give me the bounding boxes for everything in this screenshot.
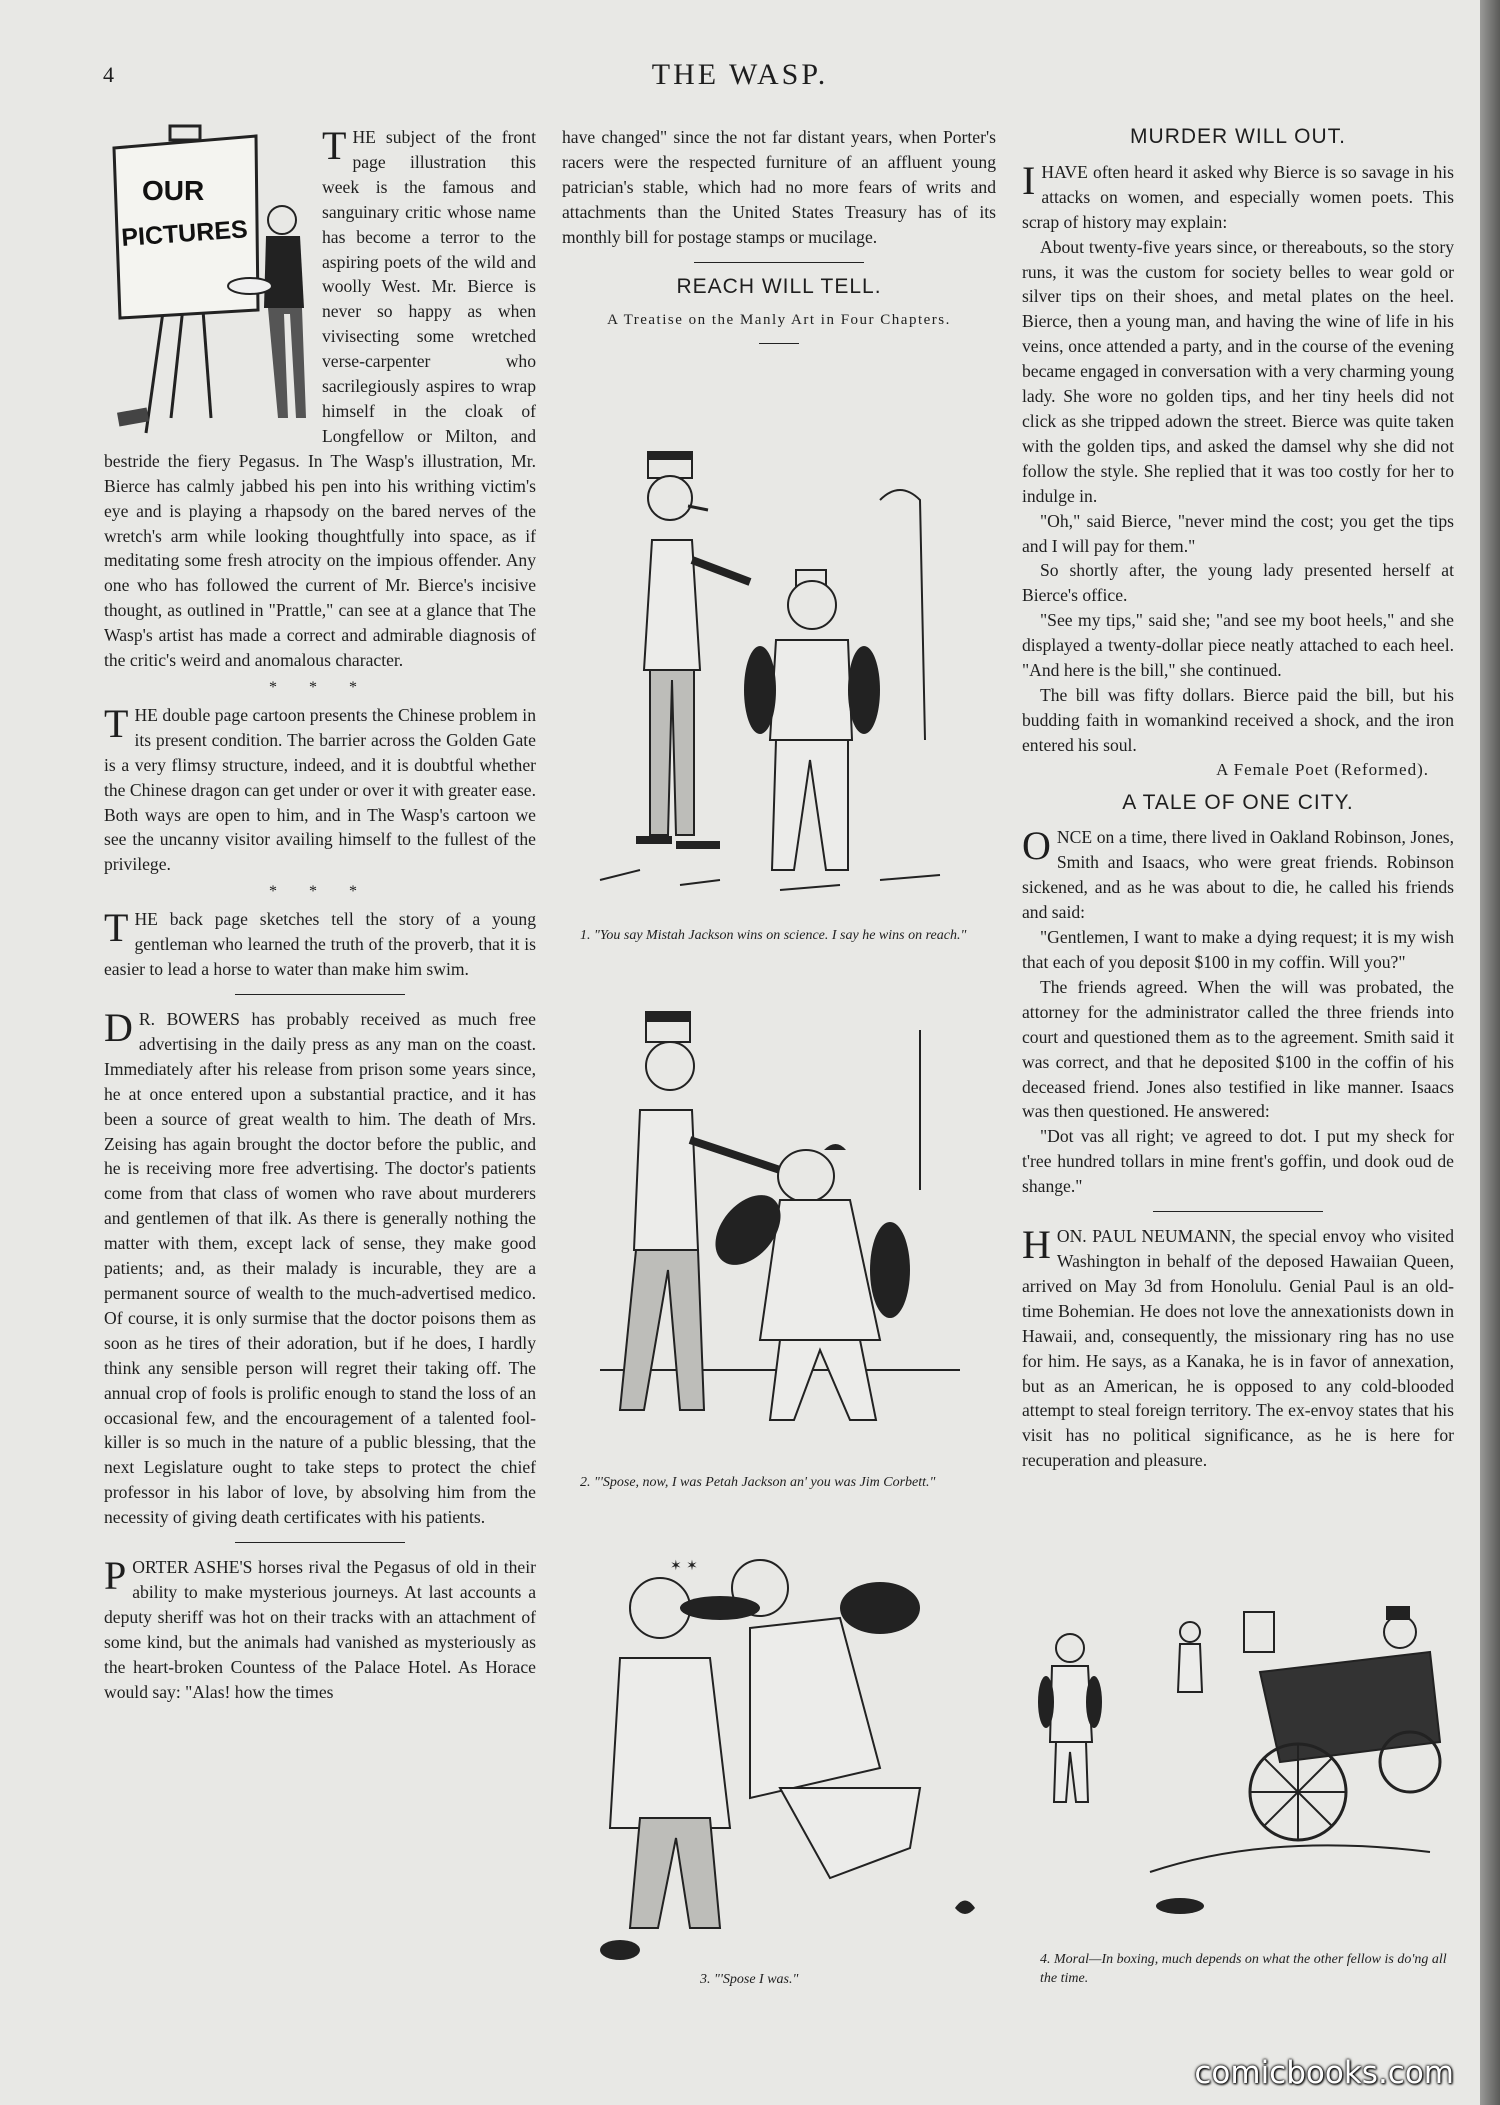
masthead: THE WASP. bbox=[651, 58, 829, 91]
drop-cap: T bbox=[104, 905, 129, 951]
heading-murder-will-out: MURDER WILL OUT. bbox=[1130, 125, 1346, 148]
logo-line1: OUR bbox=[142, 175, 205, 206]
cartoon-panel-2 bbox=[580, 1010, 980, 1450]
paragraph: "Oh," said Bierce, "never mind the cost; you get the tips and I will pay for them." bbox=[1022, 510, 1454, 556]
drop-cap: D bbox=[104, 1005, 133, 1050]
drop-cap: H bbox=[1022, 1222, 1051, 1268]
paragraph: "See my tips," said she; "and see my boot heels," and she displayed a twenty-dollar piece neatly attached to each heel. "And here is the bill," she continued. bbox=[1022, 610, 1454, 681]
caption-panel-3: 3. "'Spose I was." bbox=[700, 1972, 799, 1987]
article-murder-will-out bbox=[1022, 157, 1454, 235]
article-text: HE double page cartoon presents the Chinese problem in its present condition. The barrier across the Golden Gate is a very flimsy structure, indeed, and it is doubtful whether the Chinese dragon can get under or over it with greater ease. Both ways are open to him, and in The Wasp's cartoon we see the uncanny visitor availing himself to the fullest of the privilege. bbox=[104, 704, 536, 875]
section-rule bbox=[235, 1542, 405, 1543]
page-edge-shadow bbox=[1480, 0, 1500, 2105]
watermark: comicbooks.com bbox=[1194, 2055, 1454, 2091]
cartoon-panel-4 bbox=[1030, 1592, 1450, 1952]
article-tale-of-one-city bbox=[1022, 825, 1454, 925]
column-1 bbox=[104, 125, 536, 1704]
heading-reach-will-tell: REACH WILL TELL. bbox=[676, 274, 882, 298]
drop-cap: T bbox=[322, 123, 347, 168]
article-text: NCE on a time, there lived in Oakland Robinson, Jones, Smith and Isaacs, who were great friends. Robinson sickened, and as he was about to die, he called his friends and said: bbox=[1022, 827, 1454, 923]
drop-cap: I bbox=[1022, 157, 1036, 203]
article-porter-ashe bbox=[104, 1555, 536, 1704]
separator-stars: * * * bbox=[269, 883, 371, 901]
logo-line2: PICTURES bbox=[120, 215, 249, 252]
drop-cap: P bbox=[104, 1553, 127, 1599]
section-rule bbox=[694, 262, 864, 263]
caption-panel-1: 1. "You say Mistah Jackson wins on science. I say he wins on reach." bbox=[580, 928, 967, 943]
column-3 bbox=[1022, 125, 1454, 1473]
article-text: HE subject of the front page illustration this week is the famous and sanguinary critic whose name has become a terror to the aspiring poets of the wild and woolly West. Mr. Bierce is never so happy as when vivisecting some wretched verse-carpenter who sacrilegiously aspires to wrap himself in the cloak of Longfellow or Milton, and bestride the fiery Pegasus. In The Wasp's illustration, Mr. Bierce has calmly jabbed his pen into his writhing victim's eye and is playing a rhapsody on the bared nerves of the wretch's arm while looking thoughtfully into space, as if meditating some fresh atrocity on the impious offender. Any one who has followed the current of Mr. Bierce's incisive thought, as outlined in "Prattle," can see at a glance that The Wasp's artist has made a correct and admirable diagnosis of the critic's weird and anomalous character. bbox=[104, 127, 536, 671]
article-porter-ashe-continued: have changed" since the not far distant years, when Porter's racers were the respected furniture of an affluent young patrician's stable, which had no more fears of writs and attachments than the United States Treasury has of its monthly bill for postage stamps or mucilage. bbox=[562, 127, 996, 247]
article-text: R. BOWERS has probably received as much free advertising in the daily press as any man on the coast. Immediately after his release from prison some years since, he at once entered upon a substantial practice, and it has been a source of great wealth to him. The death of Mrs. Zeising has again brought the doctor before the public, and he is receiving more free advertising. The doctor's patients come from that class of women who rave about murderers and gentlemen of that ilk. As there is generally nothing the matter with them, except lack of sense, they make good patients; and, as their malady is incurable, they are a permanent source of wealth to the much-advertised medico. Of course, it is only surmise that the doctor poisons them as soon as he tires of their adoration, but if he does, I hardly think any sensible person will regret their taking off. The annual crop of fools is prolific enough to stand the loss of an occasional few, and the encouragement of a talented fool-killer is so much in the nature of a public blessing, that the next Legislature ought to take steps to protect the chief professor in his labor of love, by absolving him from the necessity of giving death certificates with his patients. bbox=[104, 1009, 536, 1528]
caption-panel-2: 2. "'Spose, now, I was Petah Jackson an' you was Jim Corbett." bbox=[580, 1475, 936, 1490]
paragraph: "Gentlemen, I want to make a dying request; it is my wish that each of you deposit $100 in my coffin. Will you?" bbox=[1022, 927, 1454, 972]
cartoon-panel-1 bbox=[580, 440, 980, 900]
heading-tale-of-one-city: A TALE OF ONE CITY. bbox=[1122, 790, 1354, 814]
short-rule bbox=[759, 343, 799, 344]
signature: A Female Poet (Reformed). bbox=[1216, 759, 1429, 779]
page-number: 4 bbox=[103, 62, 114, 87]
column-2 bbox=[562, 125, 996, 358]
article-chinese-cartoon bbox=[104, 700, 536, 877]
section-rule bbox=[1153, 1211, 1323, 1212]
drop-cap: T bbox=[104, 700, 129, 746]
article-text: ORTER ASHE'S horses rival the Pegasus of old in their ability to make mysterious journeys. At last accounts a deputy sheriff was hot on their tracks with an attachment of some kind, but the animals had vanished as mysteriously as the heart-broken Countess of the Palace Hotel. As Horace would say: "Alas! how the times bbox=[104, 1557, 536, 1702]
paragraph: The bill was fifty dollars. Bierce paid the bill, but his budding faith in womankind received a shock, and the iron entered his soul. bbox=[1022, 684, 1454, 755]
cartoon-panel-3 bbox=[580, 1548, 980, 1978]
section-rule bbox=[235, 994, 405, 995]
article-paul-neumann bbox=[1022, 1224, 1454, 1473]
article-text: HE back page sketches tell the story of a young gentleman who learned the truth of the proverb, that it is easier to lead a horse to water than make him swim. bbox=[104, 909, 536, 980]
paragraph: "Dot vas all right; ve agreed to dot. I put my sheck for t'ree hundred tollars in mine frent's goffin, und dook oud de shange." bbox=[1022, 1126, 1454, 1197]
article-text: HAVE often heard it asked why Bierce is so savage in his attacks on women, and especially women poets. This scrap of history may explain: bbox=[1022, 161, 1454, 232]
article-text: ON. PAUL NEUMANN, the special envoy who visited Washington in behalf of the deposed Hawaiian Queen, arrived on May 3d from Honolulu. Genial Paul is an old-time Bohemian. He does not love the annexationists down in Hawaii, and, consequently, the missionary ring has no use for him. He says, as a Kanaka, he is in favor of annexation, but as an American, he is opposed to any cold-blooded attempt to steal foreign territory. The ex-envoy states that his visit has no political significance, as he is here for recuperation and pleasure. bbox=[1022, 1226, 1454, 1471]
drop-cap: O bbox=[1022, 823, 1051, 869]
subheading-treatise: A Treatise on the Manly Art in Four Chapters. bbox=[607, 312, 951, 329]
paragraph: So shortly after, the young lady presented herself at Bierce's office. bbox=[1022, 560, 1454, 606]
paragraph: The friends agreed. When the will was probated, the attorney for the administrator called the three friends into court and questioned them as to the agreement. Smith said it was correct, and that he deposited $100 in the coffin of his deceased friend. Jones also testified in like manner. Isaacs was then questioned. He answered: bbox=[1022, 976, 1454, 1122]
svg-text:✶ ✶: ✶ ✶ bbox=[670, 1558, 698, 1574]
paragraph: About twenty-five years since, or thereabouts, so the story runs, it was the custom for society belles to wear gold or silver tips on their shoes, and metal plates on the heel. Bierce, then a young man, and having the wine of life in his veins, once attended a party, and in the course of the evening became engaged in conversation with a very charming young lady. She wore no golden tips, and her tiny heels did not click as she tripped adown the street. Bierce was quite taken with the golden tips, and asked the damsel why she did not follow the style. She replied that it was too costly for her to indulge in. bbox=[1022, 236, 1454, 506]
article-dr-bowers bbox=[104, 1007, 536, 1530]
caption-panel-4: 4. Moral—In boxing, much depends on what the other fellow is do'ng all the time. bbox=[1040, 1952, 1447, 1986]
separator-stars: * * * bbox=[269, 678, 371, 696]
article-back-page bbox=[104, 907, 536, 982]
